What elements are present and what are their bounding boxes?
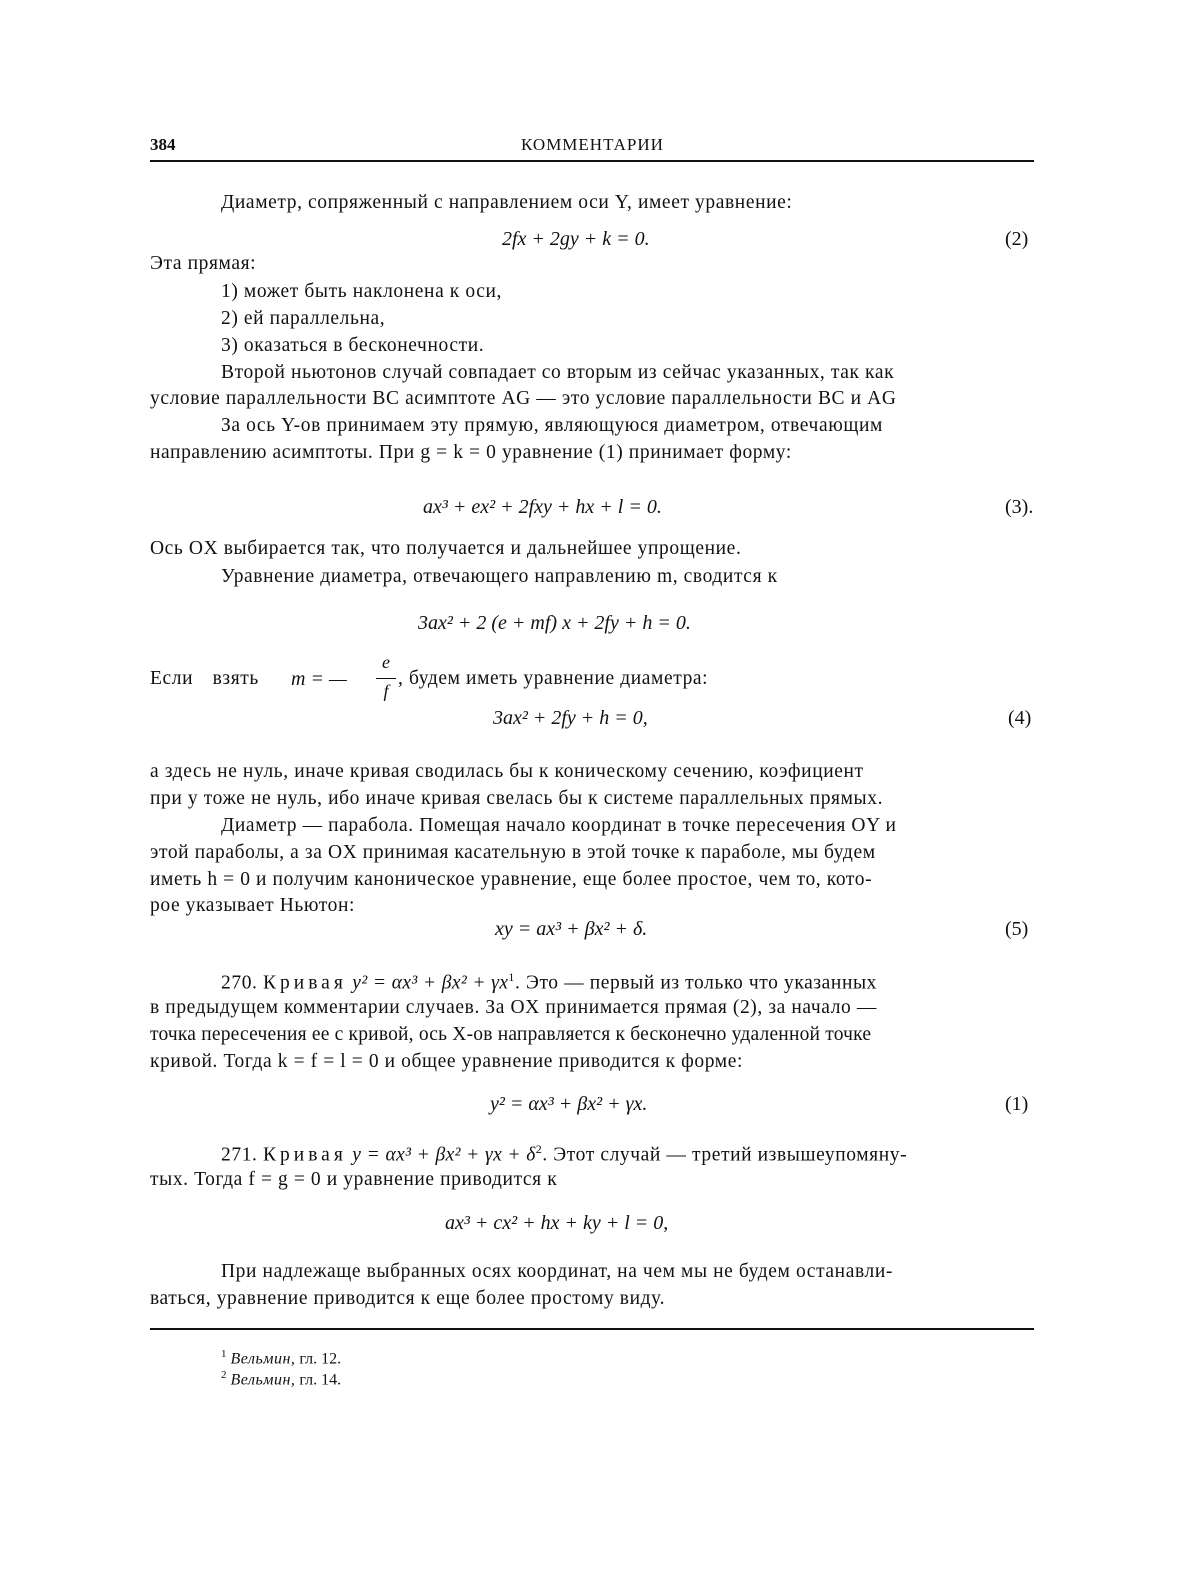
paragraph-line: a здесь не нуль, иначе кривая сводилась бы к коническому сечению, коэфициент — [150, 761, 864, 783]
page-number: 384 — [150, 135, 176, 155]
equation-4: 3ax² + 2fy + h = 0, — [493, 707, 648, 730]
list-item: 2) ей параллельна, — [221, 308, 385, 330]
list-item: 1) может быть наклонена к оси, — [221, 281, 502, 303]
paragraph-line: Второй ньютонов случай совпадает со вторым из сейчас указанных, так как — [221, 362, 894, 384]
footnote-author: Вельмин, — [231, 1350, 296, 1367]
paragraph-line: иметь h = 0 и получим каноническое уравнение, еще более простое, чем то, кото- — [150, 869, 872, 891]
equation-5: xy = ax³ + βx² + δ. — [495, 918, 647, 941]
fraction-denominator: f — [376, 681, 396, 702]
footnote-ref: 1 — [508, 970, 515, 984]
paragraph-line: При надлежаще выбранных осях координат, на чем мы не будем останавли- — [221, 1261, 893, 1283]
paragraph-line: рое указывает Ньютон: — [150, 895, 355, 917]
footnote-2 — [221, 1369, 341, 1389]
footnote-author: Вельмин, — [231, 1371, 296, 1388]
paragraph-line: направлению асимптоты. При g = k = 0 уравнение (1) принимает форму: — [150, 442, 792, 464]
header-rule — [150, 160, 1034, 162]
paragraph-line: Если взять — [150, 668, 259, 690]
paragraph-line: Диаметр — парабола. Помещая начало координат в точке пересечения OY и — [221, 815, 897, 837]
section-keyword: Кривая — [263, 1145, 347, 1166]
footnote-mark: 2 — [221, 1369, 227, 1381]
footnote-mark: 1 — [221, 1348, 227, 1360]
equation-271: ax³ + cx² + hx + ky + l = 0, — [445, 1212, 668, 1235]
paragraph-line: в предыдущем комментарии случаев. За OX принимается прямая (2), за начало — — [150, 997, 877, 1019]
paragraph-line: условие параллельности BC асимптоте AG — это условие параллельности BC и AG — [150, 388, 897, 410]
paragraph-line-text: Эта прямая: — [150, 253, 256, 275]
paragraph-diameter: Диаметр, сопряженный с направлением оси Y, имеет уравнение: — [221, 192, 792, 214]
footnote-rule — [150, 1328, 1034, 1330]
fraction-numerator: e — [376, 652, 396, 673]
paragraph-line: при y тоже не нуль, ибо иначе кривая свелась бы к системе параллельных прямых. — [150, 788, 883, 810]
footnote-ref: 2 — [536, 1142, 543, 1156]
equation-1-number: (1) — [1005, 1093, 1028, 1116]
equation-3-number: (3). — [1005, 496, 1033, 519]
equation-diameter: 3ax² + 2 (e + mf) x + 2fy + h = 0. — [418, 612, 691, 635]
section-equation: y = αx³ + βx² + γx + δ — [352, 1145, 535, 1166]
section-271-line — [221, 1142, 907, 1167]
math-expression: m = — — [291, 668, 347, 691]
equation-5-number: (5) — [1005, 918, 1028, 941]
equation-2-number: (2) — [1005, 228, 1028, 251]
paragraph-line: этой параболы, а за OX принимая касательную в этой точке к параболе, мы будем — [150, 842, 876, 864]
footnote-ref-text: гл. 12. — [299, 1350, 341, 1367]
section-keyword: Кривая — [263, 973, 347, 994]
section-270-line — [221, 970, 877, 995]
equation-4-number: (4) — [1008, 707, 1031, 730]
list-item: 3) оказаться в бесконечности. — [221, 335, 484, 357]
paragraph-line: точка пересечения ее с кривой, ось X-ов направляется к бесконечно удаленной точке — [150, 1024, 871, 1046]
fraction-bar — [376, 678, 396, 679]
equation-2: 2fx + 2gy + k = 0. — [502, 228, 650, 251]
footnote-1 — [221, 1348, 341, 1368]
paragraph-line: ваться, уравнение приводится к еще более простому виду. — [150, 1288, 665, 1310]
running-title: КОММЕНТАРИИ — [521, 135, 664, 155]
section-equation: y² = αx³ + βx² + γx — [352, 973, 508, 994]
paragraph-line: Уравнение диаметра, отвечающего направлению m, сводится к — [221, 566, 778, 588]
section-number: 271. — [221, 1145, 258, 1166]
footnote-ref-text: гл. 14. — [299, 1371, 341, 1388]
paragraph-line: За ось Y-ов принимаем эту прямую, являющуюся диаметром, отвечающим — [221, 415, 883, 437]
section-text: . Этот случай — третий извышеупомяну- — [542, 1145, 907, 1166]
paragraph-line: кривой. Тогда k = f = l = 0 и общее уравнение приводится к форме: — [150, 1051, 743, 1073]
section-text: . Это — первый из только что указанных — [515, 973, 877, 994]
paragraph-line: , будем иметь уравнение диаметра: — [398, 668, 708, 690]
equation-3: ax³ + ex² + 2fxy + hx + l = 0. — [423, 496, 662, 519]
paragraph-line: тых. Тогда f = g = 0 и уравнение приводится к — [150, 1169, 557, 1191]
equation-1: y² = αx³ + βx² + γx. — [490, 1093, 647, 1116]
paragraph-line: Ось OX выбирается так, что получается и дальнейшее упрощение. — [150, 538, 741, 560]
section-number: 270. — [221, 973, 258, 994]
